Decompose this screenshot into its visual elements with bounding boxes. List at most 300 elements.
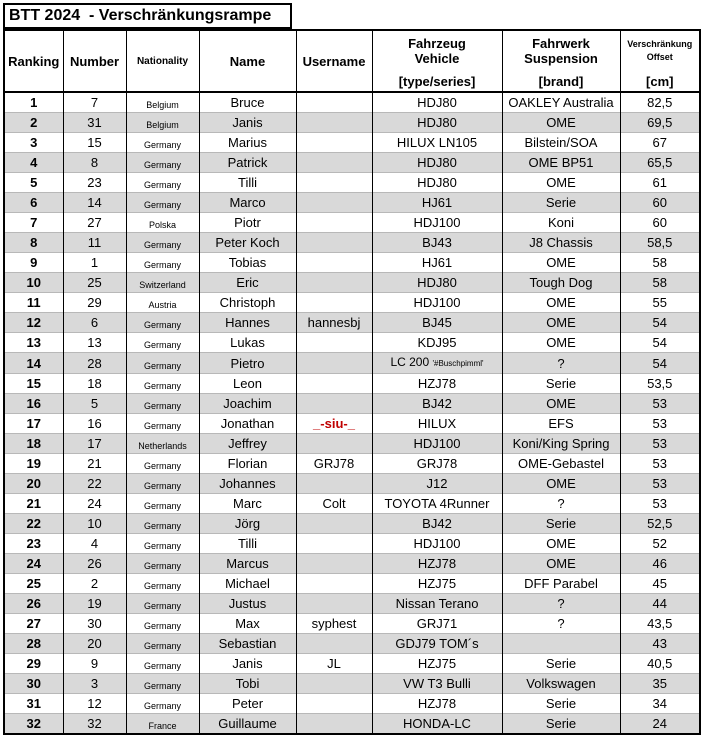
- cell-vehicle: HJ61: [372, 193, 502, 213]
- header-suspension-de: Fahrwerk: [532, 36, 590, 51]
- cell-name: Johannes: [199, 474, 296, 494]
- cell-nationality: Germany: [126, 574, 199, 594]
- cell-suspension: ?: [502, 494, 620, 514]
- header-number: Number: [63, 30, 126, 92]
- cell-suspension: OME: [502, 173, 620, 193]
- cell-nationality: Germany: [126, 153, 199, 173]
- cell-username: [296, 434, 372, 454]
- cell-suspension: OME: [502, 333, 620, 353]
- cell-suspension: OME-Gebastel: [502, 454, 620, 474]
- cell-ranking: 21: [4, 494, 63, 514]
- cell-vehicle: VW T3 Bulli: [372, 674, 502, 694]
- cell-name: Tilli: [199, 173, 296, 193]
- table-row: [4, 313, 700, 333]
- cell-username: [296, 173, 372, 193]
- cell-vehicle: HDJ80: [372, 153, 502, 173]
- cell-vehicle: [372, 353, 502, 374]
- cell-vehicle: HDJ100: [372, 213, 502, 233]
- cell-nationality: Germany: [126, 634, 199, 654]
- table-row: [4, 414, 700, 434]
- cell-offset: 53: [620, 474, 700, 494]
- cell-offset: 58: [620, 273, 700, 293]
- cell-username: [296, 514, 372, 534]
- cell-vehicle: HDJ100: [372, 534, 502, 554]
- cell-ranking: 10: [4, 273, 63, 293]
- cell-username: [296, 353, 372, 374]
- cell-username: [296, 394, 372, 414]
- cell-suspension: Serie: [502, 694, 620, 714]
- cell-vehicle: J12: [372, 474, 502, 494]
- table-row: [4, 293, 700, 313]
- table-row: [4, 253, 700, 273]
- cell-vehicle: TOYOTA 4Runner: [372, 494, 502, 514]
- table-row: [4, 574, 700, 594]
- table-row: [4, 113, 700, 133]
- cell-name: Florian: [199, 454, 296, 474]
- cell-ranking: 8: [4, 233, 63, 253]
- cell-suspension: EFS: [502, 414, 620, 434]
- cell-number: 18: [63, 374, 126, 394]
- cell-username: [296, 674, 372, 694]
- header-ranking: Ranking: [8, 53, 60, 69]
- cell-number: 30: [63, 614, 126, 634]
- cell-name: Bruce: [199, 92, 296, 113]
- cell-offset: 65,5: [620, 153, 700, 173]
- cell-offset: 44: [620, 594, 700, 614]
- table-row: [4, 594, 700, 614]
- header-name: Name: [199, 30, 296, 92]
- cell-ranking: 13: [4, 333, 63, 353]
- cell-nationality: Germany: [126, 454, 199, 474]
- table-row: [4, 534, 700, 554]
- cell-suspension: Koni: [502, 213, 620, 233]
- cell-vehicle: Nissan Terano: [372, 594, 502, 614]
- cell-name: Marcus: [199, 554, 296, 574]
- cell-number: 29: [63, 293, 126, 313]
- cell-number: 16: [63, 414, 126, 434]
- cell-number: 19: [63, 594, 126, 614]
- cell-suspension: [502, 634, 620, 654]
- cell-vehicle: HZJ78: [372, 374, 502, 394]
- cell-vehicle: HZJ78: [372, 694, 502, 714]
- cell-offset: 53: [620, 434, 700, 454]
- cell-ranking: 27: [4, 614, 63, 634]
- cell-offset: 60: [620, 213, 700, 233]
- ranking-table: [3, 29, 701, 735]
- table-row: [4, 173, 700, 193]
- header-suspension-unit: [brand]: [502, 71, 620, 92]
- cell-offset: 69,5: [620, 113, 700, 133]
- cell-name: Piotr: [199, 213, 296, 233]
- cell-nationality: Germany: [126, 233, 199, 253]
- cell-offset: 52: [620, 534, 700, 554]
- header-offset-en: Offset: [646, 52, 673, 62]
- cell-suspension: OAKLEY Australia: [502, 92, 620, 113]
- table-row: [4, 454, 700, 474]
- cell-offset: 45: [620, 574, 700, 594]
- cell-suspension: Serie: [502, 193, 620, 213]
- cell-nationality: Germany: [126, 514, 199, 534]
- cell-offset: 58: [620, 253, 700, 273]
- table-row: [4, 213, 700, 233]
- cell-offset: 54: [620, 313, 700, 333]
- cell-offset: 82,5: [620, 92, 700, 113]
- cell-number: 32: [63, 714, 126, 735]
- cell-username: [296, 333, 372, 353]
- cell-name: Marc: [199, 494, 296, 514]
- cell-username: Colt: [296, 494, 372, 514]
- cell-name: Tilli: [199, 534, 296, 554]
- cell-ranking: 2: [4, 113, 63, 133]
- cell-name: Justus: [199, 594, 296, 614]
- cell-ranking: 3: [4, 133, 63, 153]
- table-row: [4, 614, 700, 634]
- cell-suspension: OME: [502, 293, 620, 313]
- cell-suspension: Volkswagen: [502, 674, 620, 694]
- cell-name: Peter: [199, 694, 296, 714]
- cell-offset: 54: [620, 333, 700, 353]
- cell-name: Patrick: [199, 153, 296, 173]
- table-row: [4, 514, 700, 534]
- cell-offset: 53: [620, 394, 700, 414]
- cell-name: Christoph: [199, 293, 296, 313]
- cell-suspension: OME: [502, 534, 620, 554]
- cell-username: [296, 233, 372, 253]
- cell-suspension: ?: [502, 614, 620, 634]
- cell-username: [296, 253, 372, 273]
- cell-username: [296, 293, 372, 313]
- cell-ranking: 17: [4, 414, 63, 434]
- vehicle-note: '#Buschpimml': [432, 359, 484, 368]
- table-header: [4, 30, 700, 92]
- cell-vehicle: HILUX: [372, 414, 502, 434]
- cell-number: 20: [63, 634, 126, 654]
- cell-name: Hannes: [199, 313, 296, 333]
- cell-nationality: Germany: [126, 173, 199, 193]
- cell-nationality: Germany: [126, 694, 199, 714]
- cell-vehicle: HILUX LN105: [372, 133, 502, 153]
- cell-ranking: 12: [4, 313, 63, 333]
- cell-vehicle: GRJ71: [372, 614, 502, 634]
- table-row: [4, 353, 700, 374]
- cell-name: Jörg: [199, 514, 296, 534]
- cell-number: 12: [63, 694, 126, 714]
- cell-nationality: Germany: [126, 133, 199, 153]
- cell-number: 21: [63, 454, 126, 474]
- table-row: [4, 634, 700, 654]
- cell-number: 9: [63, 654, 126, 674]
- cell-name: Lukas: [199, 333, 296, 353]
- cell-number: 1: [63, 253, 126, 273]
- table-row: [4, 233, 700, 253]
- cell-nationality: Austria: [126, 293, 199, 313]
- cell-username: [296, 554, 372, 574]
- cell-vehicle: HZJ75: [372, 654, 502, 674]
- cell-ranking: 1: [4, 92, 63, 113]
- cell-nationality: Germany: [126, 594, 199, 614]
- cell-vehicle: HDJ100: [372, 293, 502, 313]
- cell-suspension: Serie: [502, 714, 620, 735]
- cell-nationality: Germany: [126, 654, 199, 674]
- cell-suspension: Bilstein/SOA: [502, 133, 620, 153]
- table-row: [4, 333, 700, 353]
- cell-ranking: 6: [4, 193, 63, 213]
- cell-username: [296, 153, 372, 173]
- cell-name: Max: [199, 614, 296, 634]
- cell-vehicle: KDJ95: [372, 333, 502, 353]
- cell-name: Michael: [199, 574, 296, 594]
- cell-username: [296, 213, 372, 233]
- cell-name: Guillaume: [199, 714, 296, 735]
- cell-vehicle: HZJ75: [372, 574, 502, 594]
- cell-suspension: Tough Dog: [502, 273, 620, 293]
- cell-name: Leon: [199, 374, 296, 394]
- cell-vehicle: GRJ78: [372, 454, 502, 474]
- cell-offset: 67: [620, 133, 700, 153]
- cell-ranking: 18: [4, 434, 63, 454]
- header-vehicle: [372, 30, 502, 71]
- cell-number: 31: [63, 113, 126, 133]
- cell-nationality: Germany: [126, 333, 199, 353]
- cell-username: [296, 133, 372, 153]
- cell-ranking: 20: [4, 474, 63, 494]
- cell-ranking: 9: [4, 253, 63, 273]
- cell-number: 7: [63, 92, 126, 113]
- table-row: [4, 133, 700, 153]
- cell-vehicle: HDJ80: [372, 273, 502, 293]
- cell-ranking: 16: [4, 394, 63, 414]
- cell-ranking: 24: [4, 554, 63, 574]
- cell-vehicle: HJ61: [372, 253, 502, 273]
- cell-username: syphest: [296, 614, 372, 634]
- header-suspension: [502, 30, 620, 71]
- cell-ranking: 31: [4, 694, 63, 714]
- header-suspension-en: Suspension: [524, 51, 598, 66]
- table-row: [4, 374, 700, 394]
- cell-username: [296, 273, 372, 293]
- table-row: [4, 674, 700, 694]
- cell-suspension: OME: [502, 394, 620, 414]
- cell-name: Marius: [199, 133, 296, 153]
- cell-ranking: 22: [4, 514, 63, 534]
- cell-ranking: 14: [4, 353, 63, 374]
- cell-offset: 61: [620, 173, 700, 193]
- table-row: [4, 714, 700, 735]
- cell-vehicle: HZJ78: [372, 554, 502, 574]
- cell-ranking: 23: [4, 534, 63, 554]
- cell-username: [296, 594, 372, 614]
- cell-ranking: 7: [4, 213, 63, 233]
- cell-suspension: OME: [502, 113, 620, 133]
- cell-offset: 53: [620, 454, 700, 474]
- cell-nationality: Germany: [126, 374, 199, 394]
- header-vehicle-en: Vehicle: [414, 51, 460, 66]
- cell-offset: 53: [620, 494, 700, 514]
- cell-offset: 53: [620, 414, 700, 434]
- cell-username: [296, 714, 372, 735]
- cell-number: 27: [63, 213, 126, 233]
- cell-suspension: OME: [502, 474, 620, 494]
- cell-number: 23: [63, 173, 126, 193]
- cell-ranking: 30: [4, 674, 63, 694]
- cell-username: [296, 634, 372, 654]
- cell-number: 2: [63, 574, 126, 594]
- cell-number: 24: [63, 494, 126, 514]
- cell-ranking: 25: [4, 574, 63, 594]
- cell-offset: 55: [620, 293, 700, 313]
- cell-suspension: OME: [502, 554, 620, 574]
- cell-name: Janis: [199, 654, 296, 674]
- cell-vehicle: BJ42: [372, 514, 502, 534]
- cell-nationality: France: [126, 714, 199, 735]
- table-row: [4, 654, 700, 674]
- header-offset-unit: [cm]: [620, 71, 700, 92]
- cell-offset: 40,5: [620, 654, 700, 674]
- cell-suspension: OME: [502, 313, 620, 333]
- cell-vehicle: GDJ79 TOM´s: [372, 634, 502, 654]
- cell-name: Tobi: [199, 674, 296, 694]
- cell-username: _-siu-_: [296, 414, 372, 434]
- cell-nationality: Germany: [126, 353, 199, 374]
- cell-nationality: Netherlands: [126, 434, 199, 454]
- cell-name: Pietro: [199, 353, 296, 374]
- table-row: [4, 434, 700, 454]
- cell-ranking: 5: [4, 173, 63, 193]
- table-row: [4, 494, 700, 514]
- cell-nationality: Germany: [126, 674, 199, 694]
- cell-offset: 58,5: [620, 233, 700, 253]
- table-body: [4, 92, 700, 734]
- cell-offset: 43: [620, 634, 700, 654]
- table-row: [4, 694, 700, 714]
- table-row: [4, 273, 700, 293]
- cell-ranking: 32: [4, 714, 63, 735]
- cell-number: 28: [63, 353, 126, 374]
- cell-suspension: Koni/King Spring: [502, 434, 620, 454]
- header-nationality: Nationality: [126, 30, 199, 92]
- cell-name: Joachim: [199, 394, 296, 414]
- cell-username: [296, 113, 372, 133]
- cell-suspension: ?: [502, 353, 620, 374]
- cell-ranking: 15: [4, 374, 63, 394]
- cell-name: Janis: [199, 113, 296, 133]
- cell-suspension: Serie: [502, 654, 620, 674]
- vehicle-label: LC 200: [390, 355, 430, 369]
- cell-offset: 53,5: [620, 374, 700, 394]
- cell-ranking: 29: [4, 654, 63, 674]
- cell-name: Peter Koch: [199, 233, 296, 253]
- cell-vehicle: BJ43: [372, 233, 502, 253]
- cell-username: [296, 193, 372, 213]
- cell-ranking: 26: [4, 594, 63, 614]
- cell-suspension: OME: [502, 253, 620, 273]
- cell-nationality: Germany: [126, 494, 199, 514]
- cell-offset: 52,5: [620, 514, 700, 534]
- cell-number: 26: [63, 554, 126, 574]
- cell-vehicle: HDJ80: [372, 173, 502, 193]
- cell-number: 6: [63, 313, 126, 333]
- table-row: [4, 193, 700, 213]
- cell-number: 3: [63, 674, 126, 694]
- cell-nationality: Germany: [126, 474, 199, 494]
- cell-suspension: J8 Chassis: [502, 233, 620, 253]
- cell-username: hannesbj: [296, 313, 372, 333]
- table-row: [4, 153, 700, 173]
- cell-nationality: Germany: [126, 253, 199, 273]
- cell-suspension: Serie: [502, 514, 620, 534]
- cell-number: 11: [63, 233, 126, 253]
- cell-username: JL: [296, 654, 372, 674]
- cell-number: 25: [63, 273, 126, 293]
- cell-name: Sebastian: [199, 634, 296, 654]
- cell-nationality: Germany: [126, 193, 199, 213]
- cell-ranking: 19: [4, 454, 63, 474]
- cell-ranking: 4: [4, 153, 63, 173]
- header-username: Username: [296, 30, 372, 92]
- cell-vehicle: BJ42: [372, 394, 502, 414]
- cell-nationality: Germany: [126, 534, 199, 554]
- cell-offset: 34: [620, 694, 700, 714]
- cell-ranking: 28: [4, 634, 63, 654]
- cell-nationality: Germany: [126, 313, 199, 333]
- cell-username: [296, 694, 372, 714]
- cell-username: [296, 92, 372, 113]
- cell-name: Tobias: [199, 253, 296, 273]
- header-offset-de: Verschränkung: [627, 39, 693, 49]
- cell-nationality: Germany: [126, 394, 199, 414]
- cell-name: Marco: [199, 193, 296, 213]
- cell-number: 22: [63, 474, 126, 494]
- cell-vehicle: HDJ80: [372, 92, 502, 113]
- cell-name: Jeffrey: [199, 434, 296, 454]
- cell-number: 10: [63, 514, 126, 534]
- cell-nationality: Switzerland: [126, 273, 199, 293]
- cell-number: 17: [63, 434, 126, 454]
- cell-number: 8: [63, 153, 126, 173]
- table-row: [4, 474, 700, 494]
- cell-offset: 46: [620, 554, 700, 574]
- cell-number: 15: [63, 133, 126, 153]
- cell-nationality: Germany: [126, 554, 199, 574]
- cell-offset: 24: [620, 714, 700, 735]
- cell-ranking: 11: [4, 293, 63, 313]
- cell-name: Jonathan: [199, 414, 296, 434]
- header-offset: [620, 30, 700, 71]
- cell-suspension: DFF Parabel: [502, 574, 620, 594]
- table-row: [4, 394, 700, 414]
- cell-nationality: Polska: [126, 213, 199, 233]
- header-vehicle-de: Fahrzeug: [408, 36, 466, 51]
- cell-suspension: OME BP51: [502, 153, 620, 173]
- cell-vehicle: BJ45: [372, 313, 502, 333]
- cell-vehicle: HDJ100: [372, 434, 502, 454]
- cell-number: 4: [63, 534, 126, 554]
- cell-offset: 35: [620, 674, 700, 694]
- cell-username: [296, 574, 372, 594]
- cell-offset: 60: [620, 193, 700, 213]
- cell-nationality: Germany: [126, 414, 199, 434]
- sheet-title: BTT 2024 - Verschränkungsrampe: [3, 3, 292, 29]
- cell-number: 5: [63, 394, 126, 414]
- cell-offset: 43,5: [620, 614, 700, 634]
- cell-vehicle: HONDA-LC: [372, 714, 502, 735]
- cell-number: 14: [63, 193, 126, 213]
- table-row: [4, 554, 700, 574]
- cell-nationality: Belgium: [126, 113, 199, 133]
- cell-username: [296, 534, 372, 554]
- cell-username: [296, 474, 372, 494]
- cell-number: 13: [63, 333, 126, 353]
